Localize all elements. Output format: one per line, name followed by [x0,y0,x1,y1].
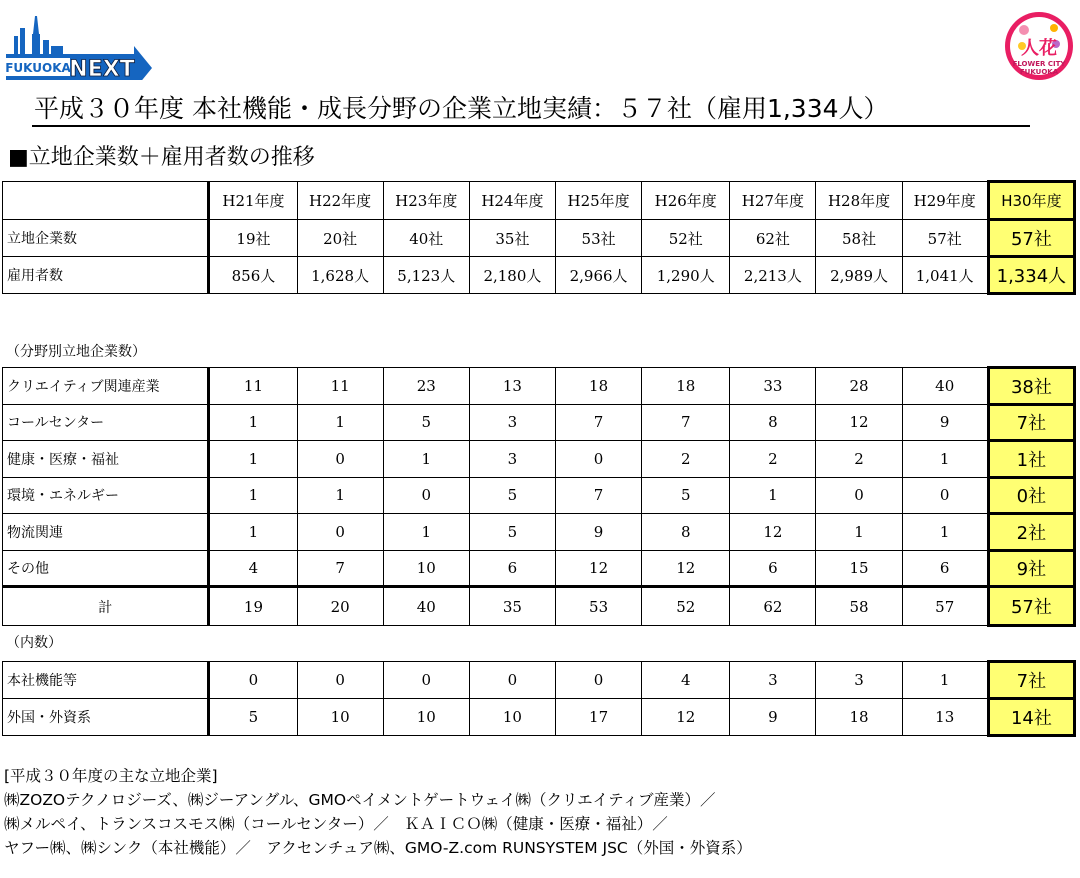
summary-row [3,257,1075,294]
highlight-cell: 1社 [988,441,1074,478]
data-cell: 2,989人 [816,257,902,294]
year-header: H29年度 [902,182,988,220]
data-cell: 1,041人 [902,257,988,294]
year-header: H22年度 [297,182,383,220]
data-cell: 0 [383,477,469,514]
data-cell: 35 [469,587,555,626]
data-cell: 53 [556,587,642,626]
data-cell: 13 [902,699,988,736]
data-cell: 12 [642,699,730,736]
data-cell: 9 [556,514,642,551]
footer-heading: [平成３０年度の主な立地企業] [4,767,218,785]
total-row [3,587,1075,626]
breakdown-table [2,660,1076,737]
data-cell: 28 [816,368,902,405]
data-cell: 7 [556,404,642,441]
data-cell: 0 [556,441,642,478]
data-cell: 1 [902,514,988,551]
data-cell: 2 [730,441,816,478]
breakdown-section-label: （内数） [6,635,62,651]
data-cell: 33 [730,368,816,405]
data-cell: 1,628人 [297,257,383,294]
data-cell: 12 [730,514,816,551]
data-cell: 11 [209,368,297,405]
data-cell: 8 [642,514,730,551]
row-label: 雇用者数 [3,257,209,294]
data-cell: 40 [383,587,469,626]
data-cell: 1 [209,404,297,441]
flower-city-logo [1004,10,1074,82]
section-heading: ■立地企業数＋雇用者数の推移 [8,145,315,170]
data-cell: 2,180人 [469,257,555,294]
header-blank-cell [3,182,209,220]
data-cell: 0 [902,477,988,514]
field-section-label: （分野別立地企業数） [6,344,146,360]
svg-text:FUKUOKA: FUKUOKA [5,61,71,75]
data-cell: 0 [383,662,469,699]
data-cell: 20社 [297,220,383,257]
highlight-cell: 14社 [988,699,1074,736]
data-cell: 19 [209,587,297,626]
data-cell: 1 [209,477,297,514]
data-cell: 1 [383,441,469,478]
data-cell: 52社 [642,220,730,257]
data-cell: 58社 [816,220,902,257]
field-row [3,550,1075,587]
data-cell: 1 [209,514,297,551]
highlight-cell: 0社 [988,477,1074,514]
data-cell: 0 [297,662,383,699]
data-cell: 5 [642,477,730,514]
year-header: H27年度 [730,182,816,220]
data-cell: 52 [642,587,730,626]
data-cell: 5 [469,514,555,551]
data-cell: 40 [902,368,988,405]
data-cell: 5 [383,404,469,441]
data-cell: 5 [469,477,555,514]
data-cell: 1 [902,441,988,478]
data-cell: 8 [730,404,816,441]
fukuoka-next-logo [4,14,154,80]
data-cell: 1 [816,514,902,551]
data-cell: 2 [816,441,902,478]
data-cell: 0 [209,662,297,699]
data-cell: 58 [816,587,902,626]
footer-notes [4,764,752,860]
data-cell: 18 [642,368,730,405]
data-cell: 7 [556,477,642,514]
row-label: その他 [3,550,209,587]
data-cell: 3 [730,662,816,699]
data-cell: 3 [816,662,902,699]
data-cell: 13 [469,368,555,405]
year-header: H28年度 [816,182,902,220]
data-cell: 19社 [209,220,297,257]
highlight-cell: 57社 [988,220,1074,257]
data-cell: 6 [469,550,555,587]
logo-sub-text: FLOWER CITY [1012,60,1066,68]
data-cell: 15 [816,550,902,587]
highlight-cell: 57社 [988,587,1074,626]
page-title: 平成３０年度 本社機能・成長分野の企業立地実績：５７社（雇用1,334人） [32,93,1030,127]
data-cell: 1 [297,404,383,441]
data-cell: 1 [297,477,383,514]
data-cell: 0 [469,662,555,699]
data-cell: 23 [383,368,469,405]
year-header-row [3,182,1075,220]
field-row [3,368,1075,405]
data-cell: 1 [383,514,469,551]
highlight-cell: 9社 [988,550,1074,587]
year-header: H21年度 [209,182,297,220]
field-row [3,441,1075,478]
year-header-highlight: H30年度 [988,182,1074,220]
row-label: 外国・外資系 [3,699,209,736]
data-cell: 11 [297,368,383,405]
breakdown-row [3,699,1075,736]
data-cell: 856人 [209,257,297,294]
total-label: 計 [3,587,209,626]
summary-table [2,180,1076,295]
data-cell: 4 [642,662,730,699]
data-cell: 2,966人 [556,257,642,294]
data-cell: 1 [209,441,297,478]
data-cell: 3 [469,441,555,478]
data-cell: 7 [642,404,730,441]
data-cell: 53社 [556,220,642,257]
data-cell: 18 [816,699,902,736]
field-row [3,514,1075,551]
data-cell: 35社 [469,220,555,257]
data-cell: 10 [383,699,469,736]
data-cell: 12 [816,404,902,441]
data-cell: 1 [902,662,988,699]
data-cell: 0 [297,514,383,551]
data-cell: 0 [816,477,902,514]
highlight-cell: 7社 [988,662,1074,699]
data-cell: 57 [902,587,988,626]
svg-text:人花: 人花 [1021,38,1057,59]
highlight-cell: 1,334人 [988,257,1074,294]
highlight-cell: 38社 [988,368,1074,405]
footer-line: ㈱メルペイ、トランスコスモス㈱（コールセンター）／ ＫＡＩＣＯ㈱（健康・医療・福祉）／ [4,815,668,833]
data-cell: 10 [469,699,555,736]
data-cell: 57社 [902,220,988,257]
data-cell: 6 [730,550,816,587]
highlight-cell: 7社 [988,404,1074,441]
row-label: 環境・エネルギー [3,477,209,514]
row-label: コールセンター [3,404,209,441]
data-cell: 18 [556,368,642,405]
highlight-cell: 2社 [988,514,1074,551]
row-label: 健康・医療・福祉 [3,441,209,478]
data-cell: 10 [383,550,469,587]
field-row [3,404,1075,441]
logo-sub-text-2: FUKUOKA [1019,68,1059,76]
data-cell: 4 [209,550,297,587]
data-cell: 40社 [383,220,469,257]
row-label: 本社機能等 [3,662,209,699]
data-cell: 12 [642,550,730,587]
year-header: H25年度 [556,182,642,220]
data-cell: 1,290人 [642,257,730,294]
data-cell: 5,123人 [383,257,469,294]
data-cell: 0 [556,662,642,699]
data-cell: 2 [642,441,730,478]
footer-line: ㈱ZOZOテクノロジーズ、㈱ジーアングル、GMOペイメントゲートウェイ㈱（クリエイティブ産業）／ [4,791,716,809]
data-cell: 12 [556,550,642,587]
year-header: H26年度 [642,182,730,220]
data-cell: 0 [297,441,383,478]
row-label: クリエイティブ関連産業 [3,368,209,405]
data-cell: 7 [297,550,383,587]
footer-line: ヤフー㈱、㈱シンク（本社機能）／ アクセンチュア㈱、GMO-Z.com RUNSYSTEM JSC（外国・外資系） [4,839,752,857]
breakdown-row [3,662,1075,699]
data-cell: 9 [902,404,988,441]
data-cell: 20 [297,587,383,626]
data-cell: 6 [902,550,988,587]
data-cell: 2,213人 [730,257,816,294]
summary-row [3,220,1075,257]
field-row [3,477,1075,514]
year-header: H24年度 [469,182,555,220]
svg-text:NEXT: NEXT [69,57,135,80]
year-header: H23年度 [383,182,469,220]
data-cell: 62 [730,587,816,626]
data-cell: 1 [730,477,816,514]
data-cell: 10 [297,699,383,736]
data-cell: 5 [209,699,297,736]
data-cell: 62社 [730,220,816,257]
row-label: 物流関連 [3,514,209,551]
data-cell: 17 [556,699,642,736]
data-cell: 3 [469,404,555,441]
data-cell: 9 [730,699,816,736]
row-label: 立地企業数 [3,220,209,257]
field-table [2,366,1076,627]
